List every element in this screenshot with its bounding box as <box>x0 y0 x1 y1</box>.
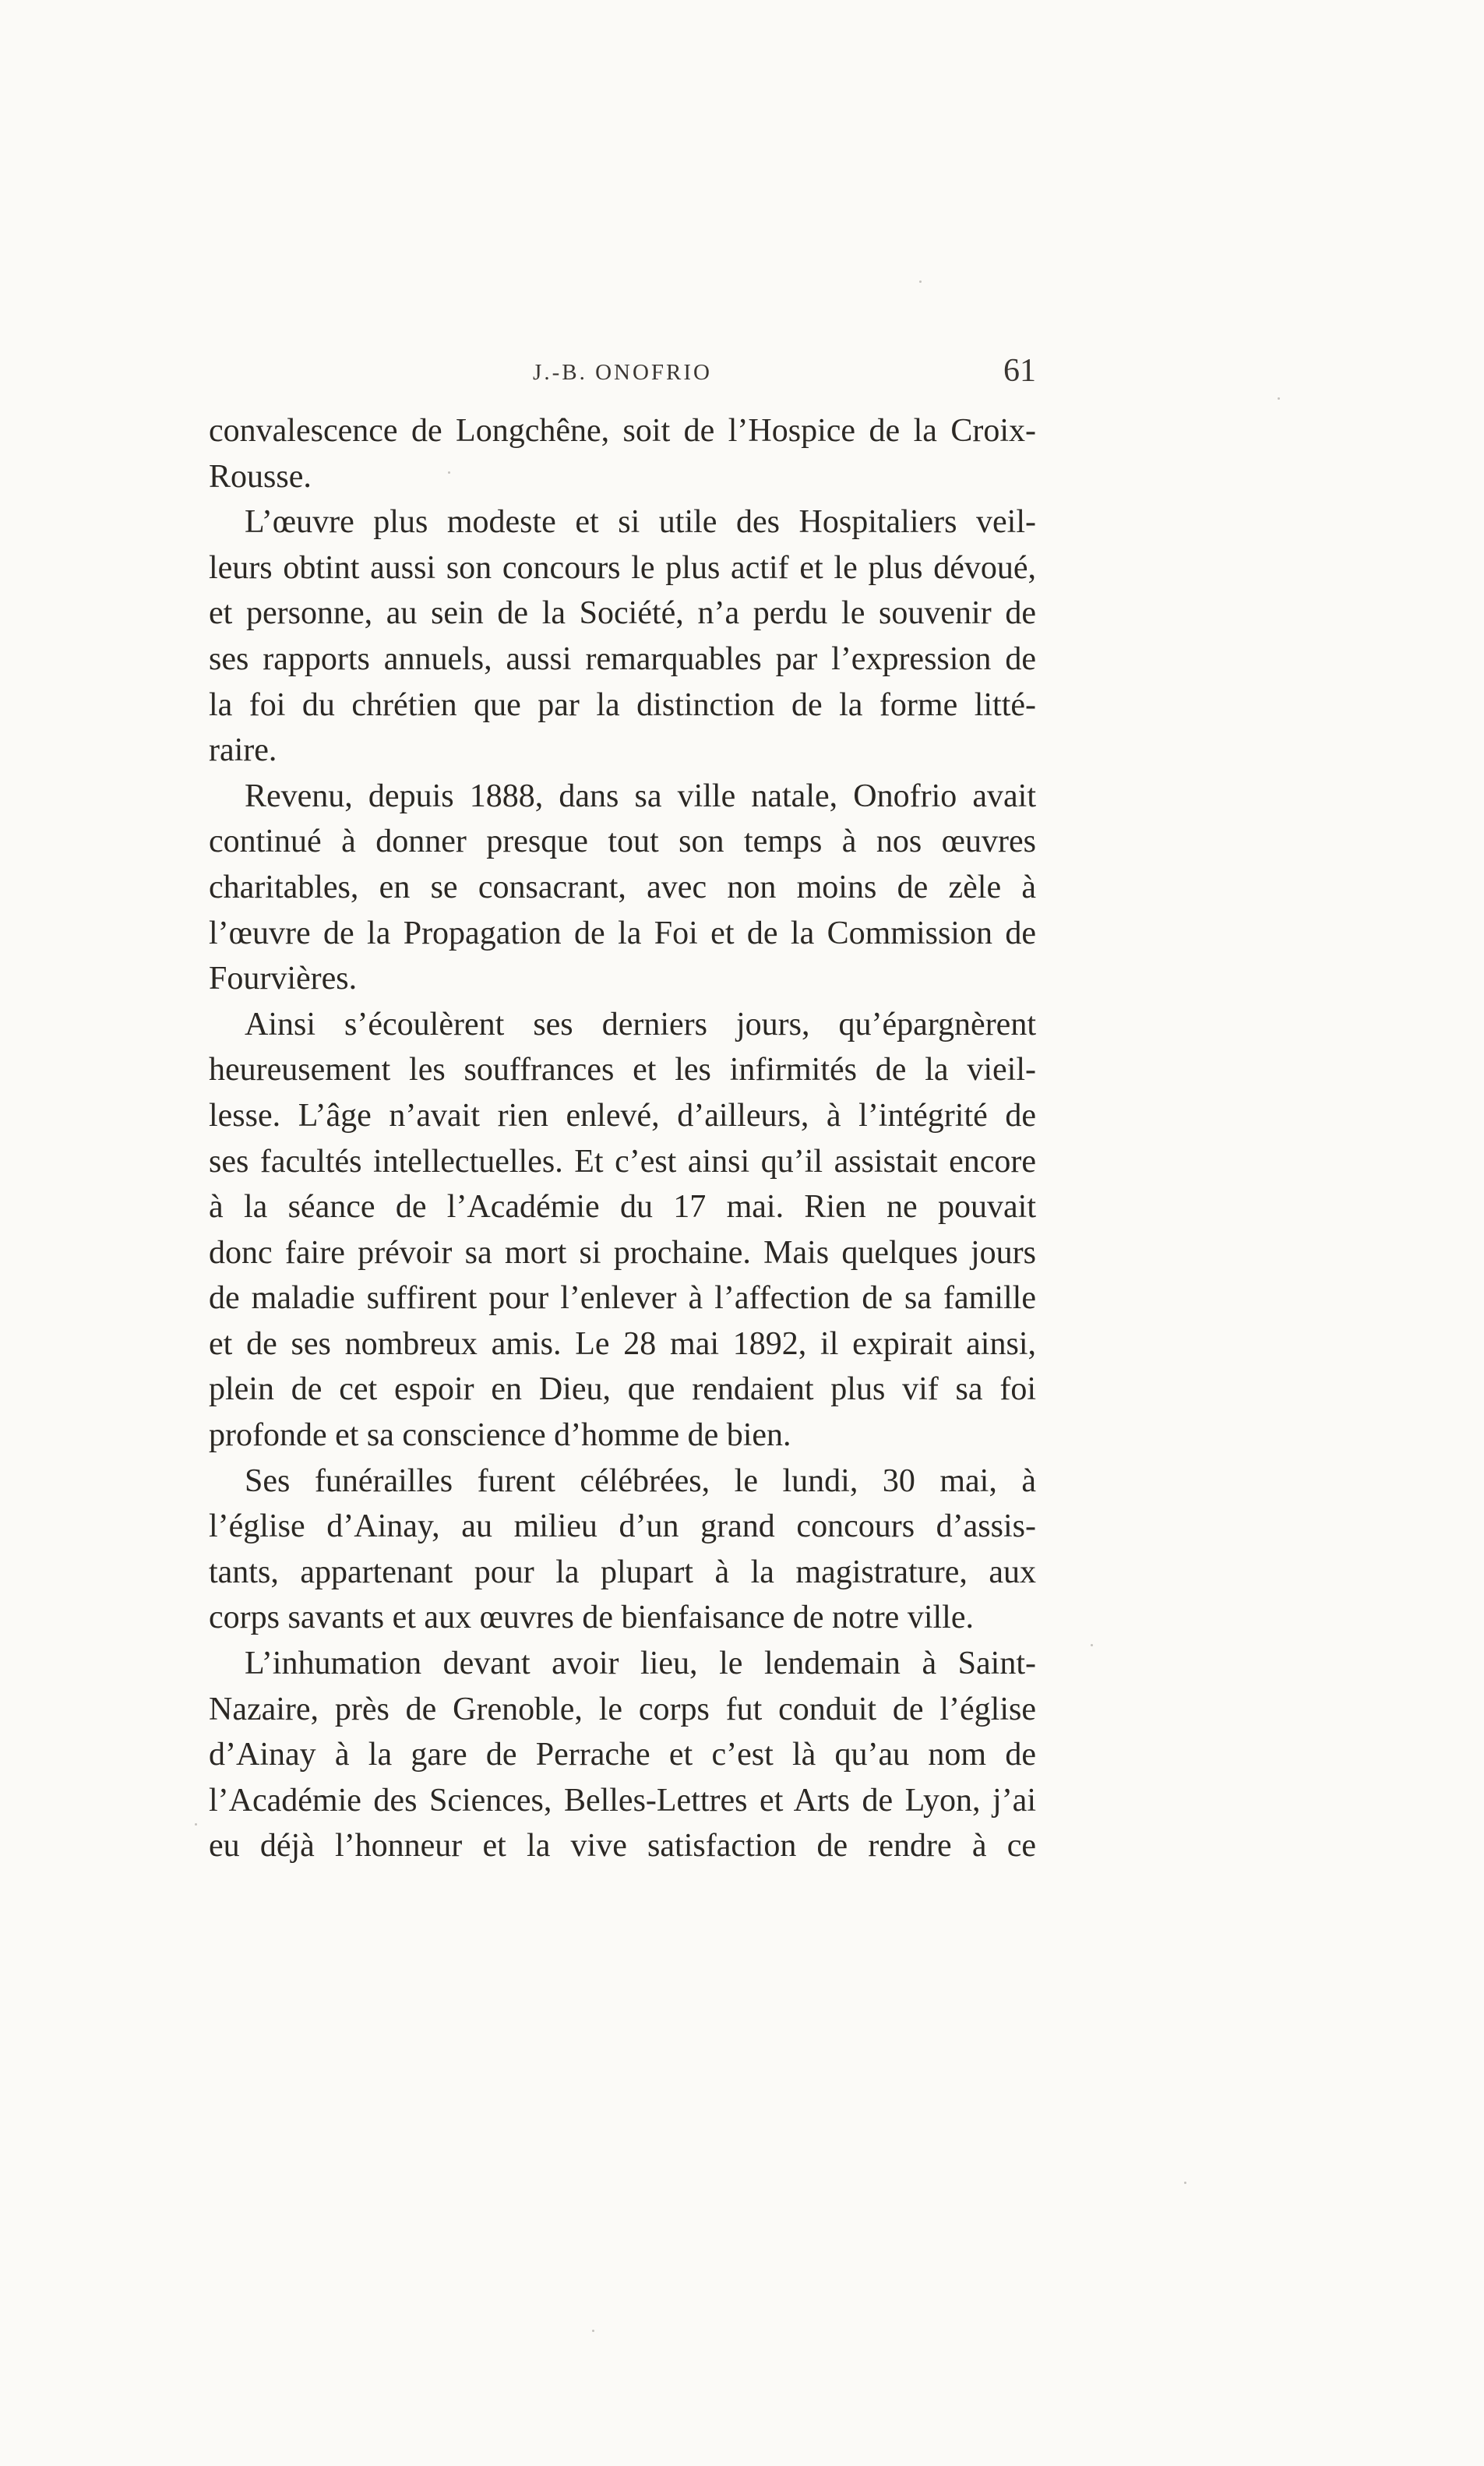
text-line: et personne, au sein de la Société, n’a perdu le souvenir de <box>209 595 1036 632</box>
text-line: ses rapports annuels, aussi remarquables par l’expression de <box>209 640 1036 677</box>
text-line: profonde et sa conscience d’homme de bien. <box>209 1417 791 1454</box>
text-line: L’œuvre plus modeste et si utile des Hospitaliers veil- <box>245 504 1036 541</box>
text-line: Ainsi s’écoulèrent ses derniers jours, qu’épargnèrent <box>245 1006 1036 1042</box>
paper-speck <box>919 280 922 283</box>
text-line: ses facultés intellectuelles. Et c’est ainsi qu’il assistait encore <box>209 1143 1036 1180</box>
text-line: de maladie suffirent pour l’enlever à l’affection de sa famille <box>209 1280 1036 1317</box>
text-line: l’Académie des Sciences, Belles-Lettres et Arts de Lyon, j’ai <box>209 1782 1036 1819</box>
text-line: Nazaire, près de Grenoble, le corps fut conduit de l’église <box>209 1691 1036 1727</box>
text-line: à la séance de l’Académie du 17 mai. Rien ne pouvait <box>209 1189 1036 1226</box>
paper-speck <box>1184 2182 1186 2184</box>
text-line: tants, appartenant pour la plupart à la magistrature, aux <box>209 1554 1036 1590</box>
text-line: L’inhumation devant avoir lieu, le lendemain à Saint- <box>245 1646 1036 1682</box>
text-line: leurs obtint aussi son concours le plus actif et le plus dévoué, <box>209 549 1036 586</box>
text-line: continué à donner presque tout son temps à nos œuvres <box>209 824 1036 860</box>
text-line: convalescence de Longchêne, soit de l’Hospice de la Croix- <box>209 413 1036 449</box>
paper-speck <box>592 2330 594 2332</box>
text-line: plein de cet espoir en Dieu, que rendaient plus vif sa foi <box>209 1371 1036 1408</box>
text-line: la foi du chrétien que par la distinction de la forme litté- <box>209 686 1036 723</box>
text-line: lesse. L’âge n’avait rien enlevé, d’ailleurs, à l’intégrité de <box>209 1097 1036 1134</box>
paper-speck <box>1091 1644 1093 1646</box>
text-line: eu déjà l’honneur et la vive satisfaction de rendre à ce <box>209 1828 1036 1864</box>
body-text <box>209 408 1036 1869</box>
text-line: l’œuvre de la Propagation de la Foi et de la Commission de <box>209 915 1036 951</box>
text-line: d’Ainay à la gare de Perrache et c’est là qu’au nom de <box>209 1737 1036 1773</box>
text-line: et de ses nombreux amis. Le 28 mai 1892, il expirait ainsi, <box>209 1325 1036 1362</box>
text-line: l’église d’Ainay, au milieu d’un grand concours d’assis- <box>209 1508 1036 1545</box>
paper-speck <box>195 1823 197 1826</box>
text-line: raire. <box>209 732 277 769</box>
text-line: Revenu, depuis 1888, dans sa ville natale, Onofrio avait <box>245 778 1036 814</box>
running-title: J.-B. ONOFRIO <box>533 360 712 385</box>
text-line: corps savants et aux œuvres de bienfaisance de notre ville. <box>209 1600 974 1636</box>
running-head <box>209 352 1036 399</box>
text-line: Rousse. <box>209 458 312 495</box>
paper-speck <box>1278 397 1280 400</box>
paper-speck <box>448 471 450 474</box>
text-line: donc faire prévoir sa mort si prochaine. Mais quelques jours <box>209 1234 1036 1271</box>
text-line: Fourvières. <box>209 961 358 997</box>
text-line: heureusement les souffrances et les infirmités de la vieil- <box>209 1052 1036 1088</box>
page-number: 61 <box>1003 353 1036 389</box>
text-line: Ses funérailles furent célébrées, le lundi, 30 mai, à <box>245 1462 1036 1499</box>
text-line: charitables, en se consacrant, avec non moins de zèle à <box>209 869 1036 905</box>
